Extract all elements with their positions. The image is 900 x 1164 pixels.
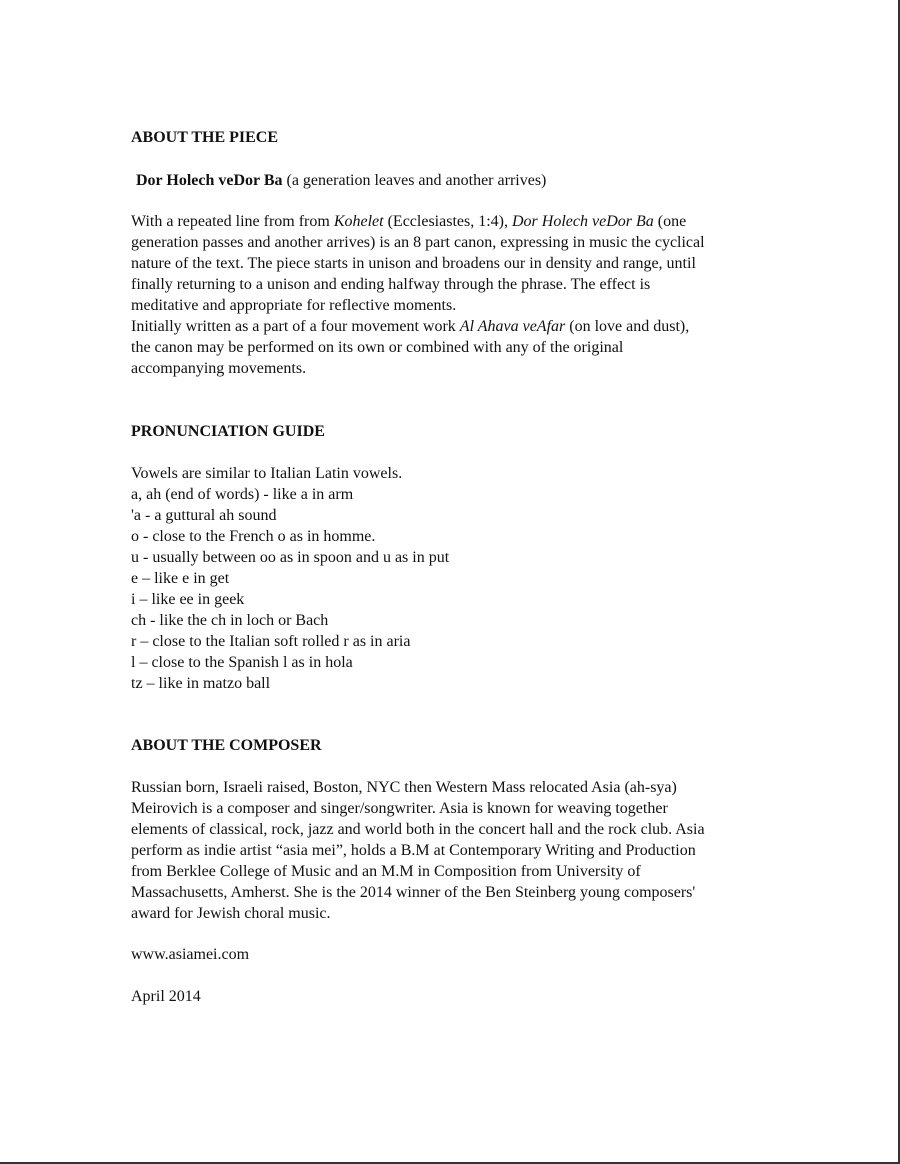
para1-line-2: generation passes and another arrives) is an 8 part canon, expressing in music the cyclical	[131, 234, 705, 251]
about-piece-heading: ABOUT THE PIECE	[131, 129, 279, 146]
para2-line-2: the canon may be performed on its own or combined with any of the original	[131, 339, 624, 356]
piece-title-translation: (a generation leaves and another arrives)	[282, 172, 547, 189]
work-title-inline: Al Ahava veAfar	[459, 318, 566, 335]
pronunciation-item: i – like ee in geek	[131, 591, 245, 608]
composer-bio-line: award for Jewish choral music.	[131, 905, 331, 922]
composer-website: www.asiamei.com	[131, 946, 250, 963]
pronunciation-item: l – close to the Spanish l as in hola	[131, 654, 353, 671]
pronunciation-item: o - close to the French o as in homme.	[131, 528, 376, 545]
pronunciation-item: u - usually between oo as in spoon and u as in put	[131, 549, 450, 566]
pronunciation-intro: Vowels are similar to Italian Latin vowels.	[131, 465, 403, 482]
pronunciation-item: a, ah (end of words) - like a in arm	[131, 486, 354, 503]
piece-subtitle	[136, 170, 546, 191]
kohelet-ref: Kohelet	[333, 213, 384, 230]
composer-heading: ABOUT THE COMPOSER	[131, 737, 322, 754]
piece-title: Dor Holech veDor Ba	[136, 172, 283, 189]
pronunciation-item: ch - like the ch in loch or Bach	[131, 612, 329, 629]
composer-bio-line: elements of classical, rock, jazz and world both in the concert hall and the rock club. Asia	[131, 821, 705, 838]
document-date: April 2014	[131, 988, 201, 1005]
para1-line-1-e: (one	[653, 213, 687, 230]
pronunciation-item: 'a - a guttural ah sound	[131, 507, 277, 524]
para1-line-1-c: (Ecclesiastes, 1:4),	[383, 213, 512, 230]
composer-bio-line: Russian born, Israeli raised, Boston, NYC then Western Mass relocated Asia (ah-sya)	[131, 779, 677, 796]
para1-line-5: meditative and appropriate for reflective moments.	[131, 297, 457, 314]
para1-line-1-a: With a repeated line from from	[131, 213, 334, 230]
para2-line-3: accompanying movements.	[131, 360, 307, 377]
pronunciation-item: e – like e in get	[131, 570, 230, 587]
composer-bio-line: Massachusetts, Amherst. She is the 2014 winner of the Ben Steinberg young composers'	[131, 884, 696, 901]
para1-line-4: finally returning to a unison and ending halfway through the phrase. The effect is	[131, 276, 651, 293]
para2-line-1-c: (on love and dust),	[565, 318, 690, 335]
pronunciation-item: tz – like in matzo ball	[131, 675, 271, 692]
composer-bio-line: Meirovich is a composer and singer/songwriter. Asia is known for weaving together	[131, 800, 668, 817]
pronunciation-item: r – close to the Italian soft rolled r as in aria	[131, 633, 411, 650]
para1-line-1	[131, 211, 686, 232]
para2-line-1-a: Initially written as a part of a four movement work	[131, 318, 460, 335]
para2-line-1	[131, 316, 689, 337]
pronunciation-heading: PRONUNCIATION GUIDE	[131, 423, 325, 440]
para1-line-3: nature of the text. The piece starts in unison and broadens our in density and range, until	[131, 255, 696, 272]
composer-bio-line: from Berklee College of Music and an M.M in Composition from University of	[131, 863, 641, 880]
piece-title-inline: Dor Holech veDor Ba	[512, 213, 654, 230]
composer-bio-line: perform as indie artist “asia mei”, holds a B.M at Contemporary Writing and Production	[131, 842, 696, 859]
